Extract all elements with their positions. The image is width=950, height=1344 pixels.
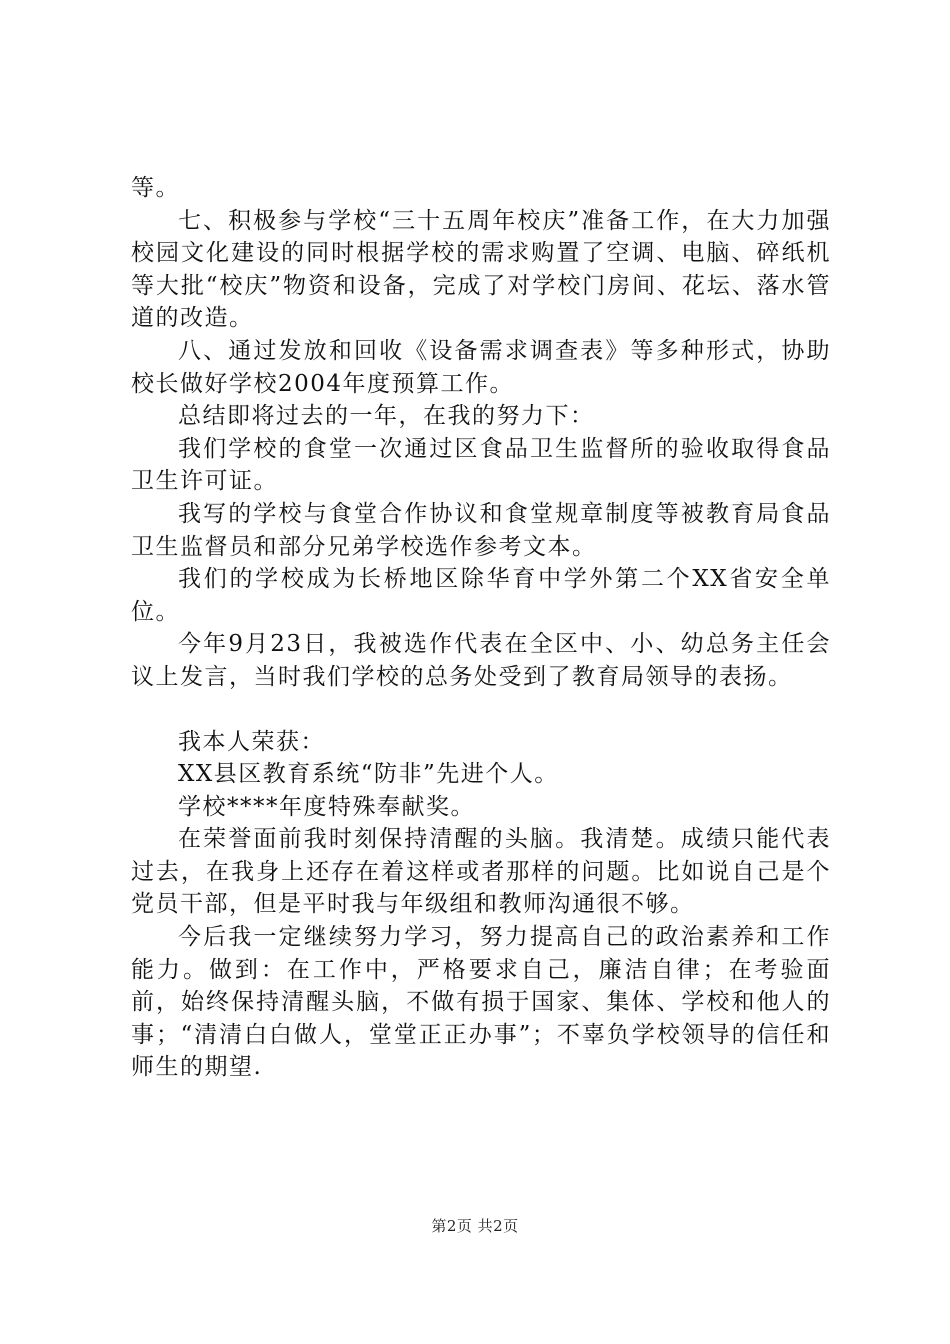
paragraph-award-two: 学校****年度特殊奉献奖。 [178,793,475,820]
paragraph-meeting-speech: 今年9月23日，我被选作代表在全区中、小、幼总务主任会议上发言，当时我们学校的总务处受到了教育局领导的表扬。 [131,631,831,690]
paragraph-future-commitment: 今后我一定继续努力学习，努力提高自己的政治素养和工作能力。做到：在工作中，严格要求自己，廉洁自律；在考验面前，始终保持清醒头脑，不做有损于国家、集体、学校和他人的事；“清清白白做人，堂堂正正办事”；不辜负学校领导的信任和师生的期望. [131,924,831,1081]
paragraph-award-one: XX县区教育系统“防非”先进个人。 [178,761,559,788]
paragraph-canteen-agreement: 我写的学校与食堂合作协议和食堂规章制度等被教育局食品卫生监督员和部分兄弟学校选作参考文本。 [131,500,831,560]
paragraph-summary-intro: 总结即将过去的一年，在我的努力下： [178,403,595,430]
paragraph-safety-unit: 我们的学校成为长桥地区除华育中学外第二个XX省安全单位。 [131,566,831,625]
paragraph-self-reflection: 在荣誉面前我时刻保持清醒的头脑。我清楚。成绩只能代表过去，在我身上还存在着这样或者那样的问题。比如说自己是个党员干部，但是平时我与年级组和教师沟通很不够。 [131,826,831,918]
document-body [131,172,831,1084]
paragraph-item-eight: 八、通过发放和回收《设备需求调查表》等多种形式，协助校长做好学校2004年度预算工作。 [131,337,831,397]
page-footer: 第2页 共2页 [431,1217,519,1235]
paragraph-canteen-license: 我们学校的食堂一次通过区食品卫生监督所的验收取得食品卫生许可证。 [131,435,831,495]
paragraph-item-seven: 七、积极参与学校“三十五周年校庆”准备工作，在大力加强校园文化建设的同时根据学校的需求购置了空调、电脑、碎纸机等大批“校庆”物资和设备，完成了对学校门房间、花坛、落水管道的改造。 [131,207,831,332]
paragraph-continuation: 等。 [131,175,180,201]
paragraph-awards-intro: 我本人荣获： [178,728,325,755]
